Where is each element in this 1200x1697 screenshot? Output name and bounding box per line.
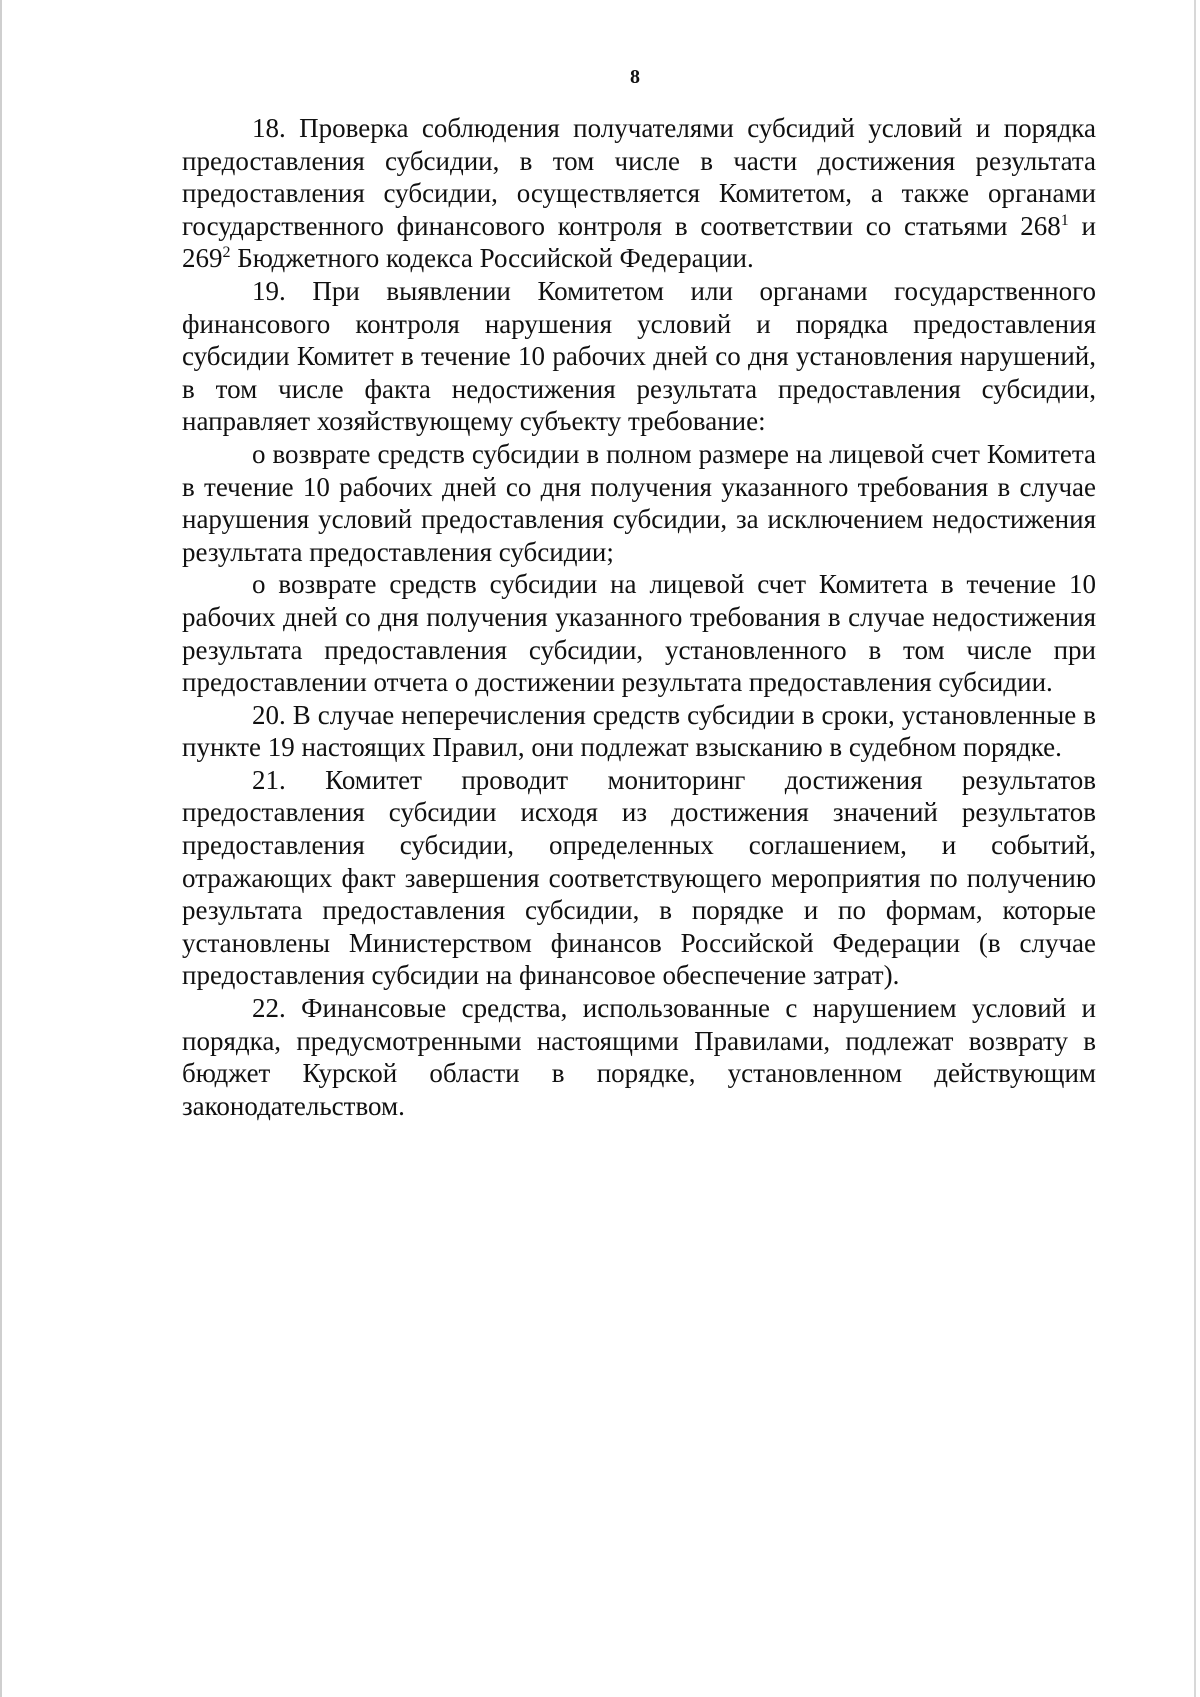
paragraph-19-item-2: о возврате средств субсидии на лицевой счет Комитета в течение 10 рабочих дней со дня получения указанного требования в случае недостижения результата предоставления субсидии, установленного в том числе при предоставлении отчета о достижении результата предоставления субсидии. xyxy=(182,569,1096,698)
scan-right-edge xyxy=(1194,0,1196,1697)
paragraph-18 xyxy=(182,112,1096,275)
paragraph-19-item-1: о возврате средств субсидии в полном размере на лицевой счет Комитета в течение 10 рабочих дней со дня получения указанного требования в случае нарушения условий предоставления субсидии, за исключением недостижения результата предоставления субсидии; xyxy=(182,438,1096,567)
scan-left-edge xyxy=(0,0,2,1697)
footnote-superscript-1: 1 xyxy=(1060,211,1069,229)
paragraph-18-text-a: 18. Проверка соблюдения получателями субсидий условий и порядка предоставления субсидии, в том числе в части достижения результата предоставления субсидии, осуществляется Комитетом, а также органами государственного финансового контроля в соответствии со статьями 268 xyxy=(182,113,1096,241)
page-number: 8 xyxy=(630,66,640,88)
document-body xyxy=(182,112,1096,1122)
paragraph-18-text-c: Бюджетного кодекса Российской Федерации. xyxy=(230,243,754,274)
paragraph-22: 22. Финансовые средства, использованные с нарушением условий и порядка, предусмотренными настоящими Правилами, подлежат возврату в бюджет Курской области в порядке, установленном действующим законодательством. xyxy=(182,993,1096,1121)
paragraph-19: 19. При выявлении Комитетом или органами государственного финансового контроля нарушения условий и порядка предоставления субсидии Комитет в течение 10 рабочих дней со дня установления нарушений, в том числе факта недостижения результата предоставления субсидии, направляет хозяйствующему субъекту требование: xyxy=(182,275,1096,437)
paragraph-20: 20. В случае неперечисления средств субсидии в сроки, установленные в пункте 19 настоящих Правил, они подлежат взысканию в судебном порядке. xyxy=(182,699,1096,763)
paragraph-18-text-b: и 269 xyxy=(182,210,1096,274)
paragraph-21: 21. Комитет проводит мониторинг достижения результатов предоставления субсидии исходя из достижения значений результатов предоставления субсидии, определенных соглашением, и событий, отражающих факт завершения соответствующего мероприятия по получению результата предоставления субсидии, в порядке и по формам, которые установлены Министерством финансов Российской Федерации (в случае предоставления субсидии на финансовое обеспечение затрат). xyxy=(182,764,1096,991)
footnote-superscript-2: 2 xyxy=(222,244,231,262)
